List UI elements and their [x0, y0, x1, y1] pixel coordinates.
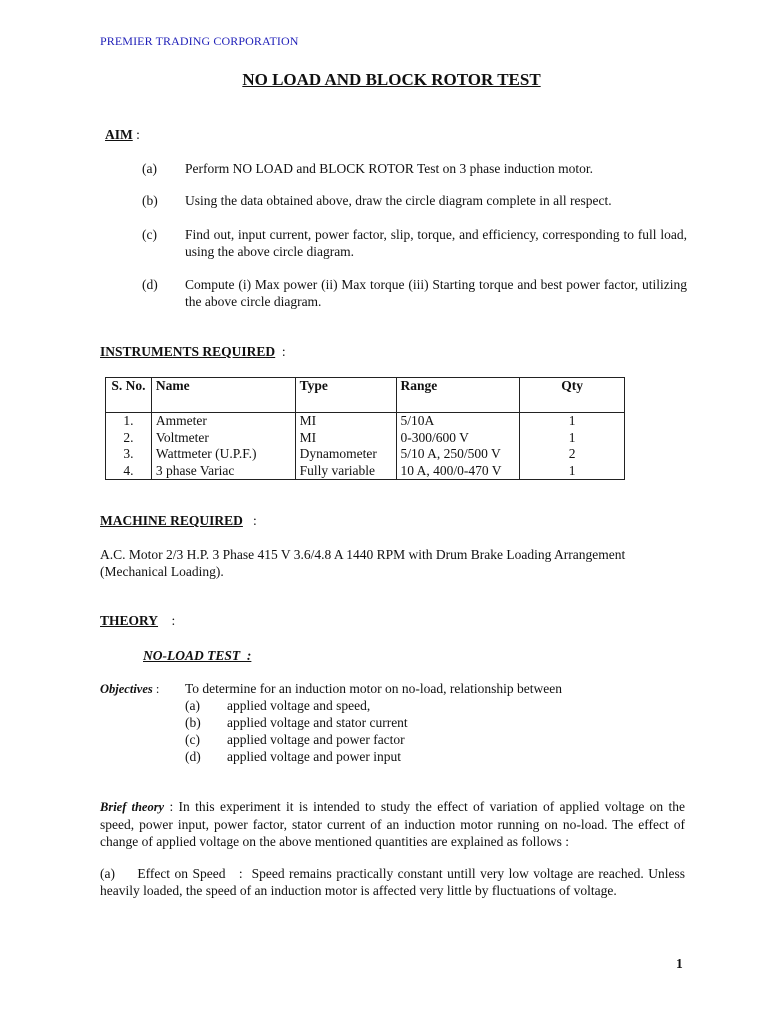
cell-name: 3 phase Variac [151, 463, 295, 480]
aim-label: AIM [105, 127, 133, 142]
cell-name: Wattmeter (U.P.F.) [151, 446, 295, 463]
instruments-label: INSTRUMENTS REQUIRED [100, 344, 276, 359]
col-header-qty: Qty [520, 378, 625, 413]
aim-item-text: Compute (i) Max power (ii) Max torque (iii) Starting torque and best power factor, utilizing the above circle diagram. [185, 277, 687, 309]
aim-item-label: (d) [142, 277, 158, 292]
cell-type: MI [295, 430, 396, 447]
objectives-intro: To determine for an induction motor on no-load, relationship between [185, 681, 562, 696]
aim-item [142, 277, 687, 311]
aim-item [142, 161, 687, 178]
objective-label: (b) [185, 715, 201, 730]
table-row [106, 413, 625, 430]
cell-range: 5/10 A, 250/500 V [396, 446, 520, 463]
table-row [106, 446, 625, 463]
aim-colon: : [132, 127, 140, 142]
col-header-type: Type [295, 378, 396, 413]
theory-colon: : [158, 613, 176, 628]
aim-heading [105, 127, 140, 143]
company-header: PREMIER TRADING CORPORATION [100, 34, 299, 48]
effect-on-speed-paragraph: (a) Effect on Speed : Speed remains practically constant untill very low voltage are reached. Unless heavily loaded, the speed of an induction motor is affected very little by fluctuations of voltage. [100, 866, 689, 898]
machine-heading [100, 513, 257, 529]
theory-heading [100, 613, 175, 629]
cell-sno: 3. [106, 446, 152, 463]
objective-label: (c) [185, 732, 200, 747]
machine-label: MACHINE REQUIRED [100, 513, 243, 528]
cell-range: 0-300/600 V [396, 430, 520, 447]
cell-sno: 1. [106, 413, 152, 430]
cell-sno: 2. [106, 430, 152, 447]
cell-range: 10 A, 400/0-470 V [396, 463, 520, 480]
cell-name: Ammeter [151, 413, 295, 430]
page-title: NO LOAD AND BLOCK ROTOR TEST [242, 70, 541, 89]
objectives-label: Objectives [100, 682, 153, 696]
cell-qty: 1 [520, 430, 625, 447]
cell-qty: 2 [520, 446, 625, 463]
objectives-colon: : [152, 682, 160, 696]
instruments-colon: : [275, 344, 286, 359]
brief-theory-label: Brief theory [100, 800, 165, 814]
aim-item-label: (c) [142, 227, 157, 242]
page-number: 1 [676, 956, 683, 971]
objective-text: applied voltage and stator current [227, 715, 408, 730]
machine-description: A.C. Motor 2/3 H.P. 3 Phase 415 V 3.6/4.8 A 1440 RPM with Drum Brake Loading Arrangement (Mechanical Loading). [100, 547, 626, 579]
objective-label: (a) [185, 698, 200, 713]
aim-item-text: Find out, input current, power factor, slip, torque, and efficiency, corresponding to full load, using the above circle diagram. [185, 227, 687, 259]
objective-text: applied voltage and power factor [227, 732, 405, 747]
aim-item [142, 193, 687, 210]
aim-item-label: (a) [142, 161, 157, 176]
aim-item [142, 227, 687, 261]
cell-sno: 4. [106, 463, 152, 480]
aim-item-text: Perform NO LOAD and BLOCK ROTOR Test on 3 phase induction motor. [185, 161, 594, 176]
aim-item-label: (b) [142, 193, 158, 208]
objective-text: applied voltage and power input [227, 749, 401, 764]
aim-item-text: Using the data obtained above, draw the circle diagram complete in all respect. [185, 193, 612, 208]
brief-theory-paragraph [100, 798, 685, 850]
machine-colon: : [242, 513, 257, 528]
cell-type: Dynamometer [295, 446, 396, 463]
objective-text: applied voltage and speed, [227, 698, 371, 713]
cell-type: Fully variable [295, 463, 396, 480]
col-header-range: Range [396, 378, 520, 413]
cell-range: 5/10A [396, 413, 520, 430]
table-row [106, 430, 625, 447]
objective-label: (d) [185, 749, 201, 764]
cell-type: MI [295, 413, 396, 430]
theory-label: THEORY [100, 613, 159, 628]
instruments-table [105, 377, 625, 480]
cell-qty: 1 [520, 463, 625, 480]
col-header-name: Name [151, 378, 295, 413]
objectives-heading [100, 682, 159, 697]
table-header-row [106, 378, 625, 413]
col-header-sno: S. No. [106, 378, 152, 413]
no-load-test-heading: NO-LOAD TEST : [143, 648, 252, 663]
table-row [106, 463, 625, 480]
cell-qty: 1 [520, 413, 625, 430]
instruments-heading [100, 344, 286, 360]
cell-name: Voltmeter [151, 430, 295, 447]
brief-theory-text: : In this experiment it is intended to study the effect of variation of applied voltage on the speed, power input, power factor, stator current of an induction motor running on no-load. The effect of change of applied voltage on the above mentioned quantities are explained as follows : [100, 799, 685, 849]
